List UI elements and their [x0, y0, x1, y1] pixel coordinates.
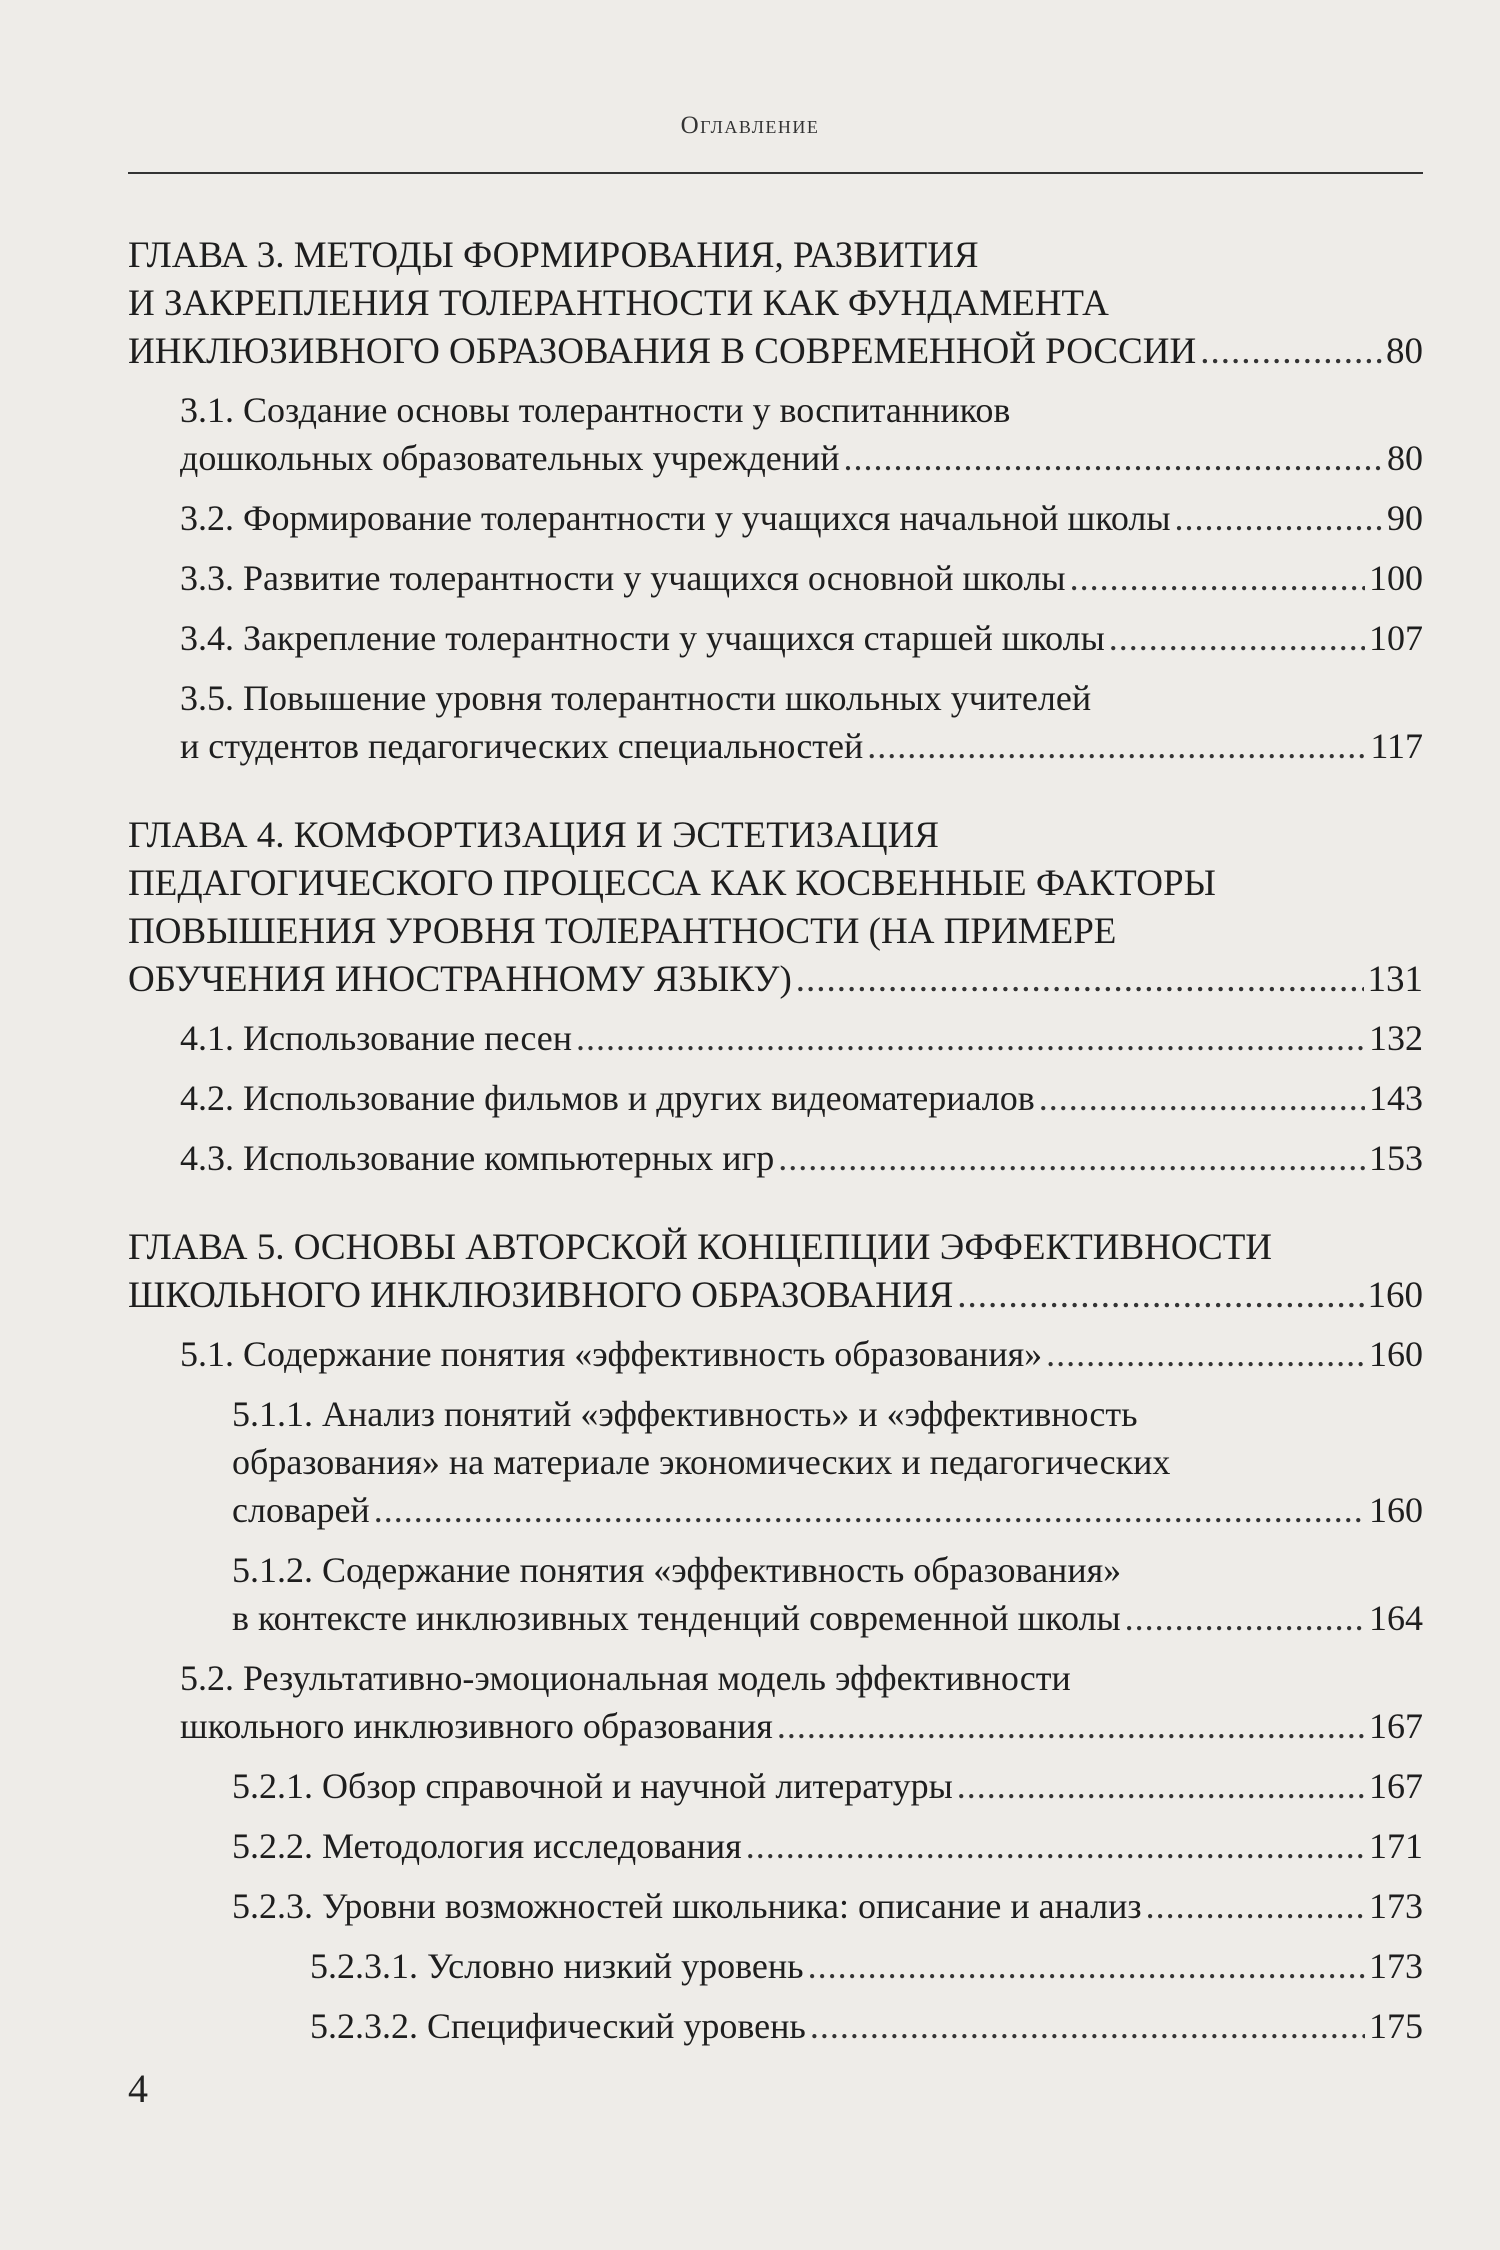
toc-title-line: 5.2.3.1. Условно низкий уровень	[310, 1946, 804, 1986]
dot-leader	[1046, 1330, 1365, 1378]
toc-title-line: ГЛАВА 5. ОСНОВЫ АВТОРСКОЙ КОНЦЕПЦИИ ЭФФЕКТИВНОСТИ	[128, 1227, 1273, 1268]
header-rule	[128, 172, 1423, 174]
toc-title-row	[128, 1272, 1423, 1320]
dot-leader	[374, 1486, 1365, 1534]
dot-leader	[1039, 1074, 1365, 1122]
toc-section	[128, 1074, 1423, 1122]
toc-title-line: ИНКЛЮЗИВНОГО ОБРАЗОВАНИЯ В СОВРЕМЕННОЙ РОССИИ	[128, 331, 1197, 372]
dot-leader	[1146, 1882, 1365, 1930]
toc-title-line: 4.2. Использование фильмов и других видеоматериалов	[180, 1078, 1035, 1118]
toc-title-row	[232, 1486, 1423, 1534]
toc-title-line: 5.2.3.2. Специфический уровень	[310, 2006, 806, 2046]
toc-page-number: 173	[1369, 1886, 1423, 1926]
toc-page-number: 160	[1367, 1275, 1423, 1316]
toc-title-line: 5.1.1. Анализ понятий «эффективность» и «эффективность	[232, 1394, 1138, 1434]
dot-leader	[810, 2002, 1365, 2050]
toc-title-line: школьного инклюзивного образования	[180, 1706, 773, 1746]
toc-page-number: 90	[1387, 498, 1423, 538]
toc-section	[128, 1546, 1423, 1642]
toc-title-line: ПОВЫШЕНИЯ УРОВНЯ ТОЛЕРАНТНОСТИ (НА ПРИМЕРЕ	[128, 911, 1117, 952]
toc-title-row	[180, 554, 1423, 602]
dot-leader	[844, 434, 1383, 482]
toc-title-line: 5.2.1. Обзор справочной и научной литературы	[232, 1766, 953, 1806]
toc-title-line: 5.1. Содержание понятия «эффективность образования»	[180, 1334, 1043, 1374]
toc-section	[128, 1134, 1423, 1182]
toc-title-line: ШКОЛЬНОГО ИНКЛЮЗИВНОГО ОБРАЗОВАНИЯ	[128, 1275, 954, 1316]
dot-leader	[1070, 554, 1365, 602]
toc-title-line: 5.2.3. Уровни возможностей школьника: описание и анализ	[232, 1886, 1142, 1926]
toc-page-number: 153	[1369, 1138, 1423, 1178]
toc-title-row	[232, 1882, 1423, 1930]
toc-title-line: 3.3. Развитие толерантности у учащихся основной школы	[180, 558, 1066, 598]
toc-section	[128, 554, 1423, 602]
toc-title-row	[180, 1702, 1423, 1750]
toc-title-line: И ЗАКРЕПЛЕНИЯ ТОЛЕРАНТНОСТИ КАК ФУНДАМЕНТА	[128, 283, 1109, 324]
toc-page-number: 80	[1387, 438, 1423, 478]
toc-page-number: 175	[1369, 2006, 1423, 2046]
dot-leader	[777, 1702, 1365, 1750]
toc-page-number: 160	[1369, 1490, 1423, 1530]
toc-section	[128, 494, 1423, 542]
dot-leader	[778, 1134, 1365, 1182]
toc-page-number: 131	[1367, 959, 1423, 1000]
toc-title-row	[310, 1942, 1423, 1990]
toc-title-line: 4.3. Использование компьютерных игр	[180, 1138, 775, 1178]
toc-title-line: ГЛАВА 3. МЕТОДЫ ФОРМИРОВАНИЯ, РАЗВИТИЯ	[128, 235, 979, 276]
toc-section	[128, 1014, 1423, 1062]
toc-title-row	[128, 328, 1423, 376]
toc-page-number: 160	[1369, 1334, 1423, 1374]
dot-leader	[867, 722, 1366, 770]
toc-section	[128, 1390, 1423, 1534]
toc-page-number: 164	[1369, 1598, 1423, 1638]
toc-title-row	[128, 956, 1423, 1004]
toc-section	[128, 1882, 1423, 1930]
toc-page-number: 167	[1369, 1706, 1423, 1746]
toc-title-row	[180, 1330, 1423, 1378]
toc-title-line: ГЛАВА 4. КОМФОРТИЗАЦИЯ И ЭСТЕТИЗАЦИЯ	[128, 815, 939, 856]
toc-page-number: 173	[1369, 1946, 1423, 1986]
dot-leader	[1175, 494, 1383, 542]
toc-title-line: 3.2. Формирование толерантности у учащихся начальной школы	[180, 498, 1171, 538]
dot-leader	[808, 1942, 1365, 1990]
toc-section	[128, 2002, 1423, 2050]
dot-leader	[957, 1272, 1363, 1320]
dot-leader	[1125, 1594, 1365, 1642]
toc-title-row	[310, 2002, 1423, 2050]
toc-title-line: 3.1. Создание основы толерантности у воспитанников	[180, 390, 1011, 430]
toc-page-number: 143	[1369, 1078, 1423, 1118]
toc-title-line: 5.2. Результативно-эмоциональная модель эффективности	[180, 1658, 1071, 1698]
dot-leader	[1200, 328, 1382, 376]
toc-section	[128, 614, 1423, 662]
toc-title-line: образования» на материале экономических и педагогических	[232, 1442, 1171, 1482]
toc-section	[128, 1822, 1423, 1870]
toc-section	[128, 1330, 1423, 1378]
toc-section	[128, 386, 1423, 482]
running-head: Оглавление	[680, 112, 820, 139]
toc-title-line: 3.4. Закрепление толерантности у учащихся старшей школы	[180, 618, 1105, 658]
toc-title-row	[180, 614, 1423, 662]
toc-title-line: дошкольных образовательных учреждений	[180, 438, 840, 478]
dot-leader	[576, 1014, 1365, 1062]
toc-title-row	[180, 722, 1423, 770]
toc-title-row	[180, 1134, 1423, 1182]
toc-title-row	[180, 1074, 1423, 1122]
toc-page-number: 100	[1369, 558, 1423, 598]
dot-leader	[957, 1762, 1365, 1810]
dot-leader	[796, 956, 1364, 1004]
toc-title-row	[232, 1594, 1423, 1642]
toc-title-line: 4.1. Использование песен	[180, 1018, 572, 1058]
toc-chapter	[128, 232, 1423, 376]
toc-title-line: 5.2.2. Методология исследования	[232, 1826, 742, 1866]
toc-title-row	[180, 1014, 1423, 1062]
dot-leader	[746, 1822, 1365, 1870]
toc-page-number: 171	[1369, 1826, 1423, 1866]
toc-title-line: и студентов педагогических специальностей	[180, 726, 864, 766]
toc-chapter	[128, 1224, 1423, 1320]
table-of-contents	[128, 232, 1423, 2050]
toc-section	[128, 1654, 1423, 1750]
toc-title-row	[180, 434, 1423, 482]
toc-title-line: ОБУЧЕНИЯ ИНОСТРАННОМУ ЯЗЫКУ)	[128, 959, 792, 1000]
page-number: 4	[128, 2066, 148, 2111]
toc-section	[128, 1942, 1423, 1990]
toc-title-line: словарей	[232, 1490, 370, 1530]
toc-title-line: 3.5. Повышение уровня толерантности школьных учителей	[180, 678, 1092, 718]
toc-section	[128, 674, 1423, 770]
toc-title-line: в контексте инклюзивных тенденций современной школы	[232, 1598, 1121, 1638]
toc-title-line: 5.1.2. Содержание понятия «эффективность образования»	[232, 1550, 1122, 1590]
toc-title-line: ПЕДАГОГИЧЕСКОГО ПРОЦЕССА КАК КОСВЕННЫЕ ФАКТОРЫ	[128, 863, 1216, 904]
dot-leader	[1109, 614, 1365, 662]
toc-page-number: 80	[1386, 331, 1423, 372]
toc-title-row	[180, 494, 1423, 542]
toc-page-number: 132	[1369, 1018, 1423, 1058]
toc-title-row	[232, 1822, 1423, 1870]
toc-section	[128, 1762, 1423, 1810]
toc-page-number: 107	[1369, 618, 1423, 658]
toc-page-number: 167	[1369, 1766, 1423, 1806]
toc-title-row	[232, 1762, 1423, 1810]
toc-page-number: 117	[1370, 726, 1423, 766]
toc-chapter	[128, 812, 1423, 1004]
